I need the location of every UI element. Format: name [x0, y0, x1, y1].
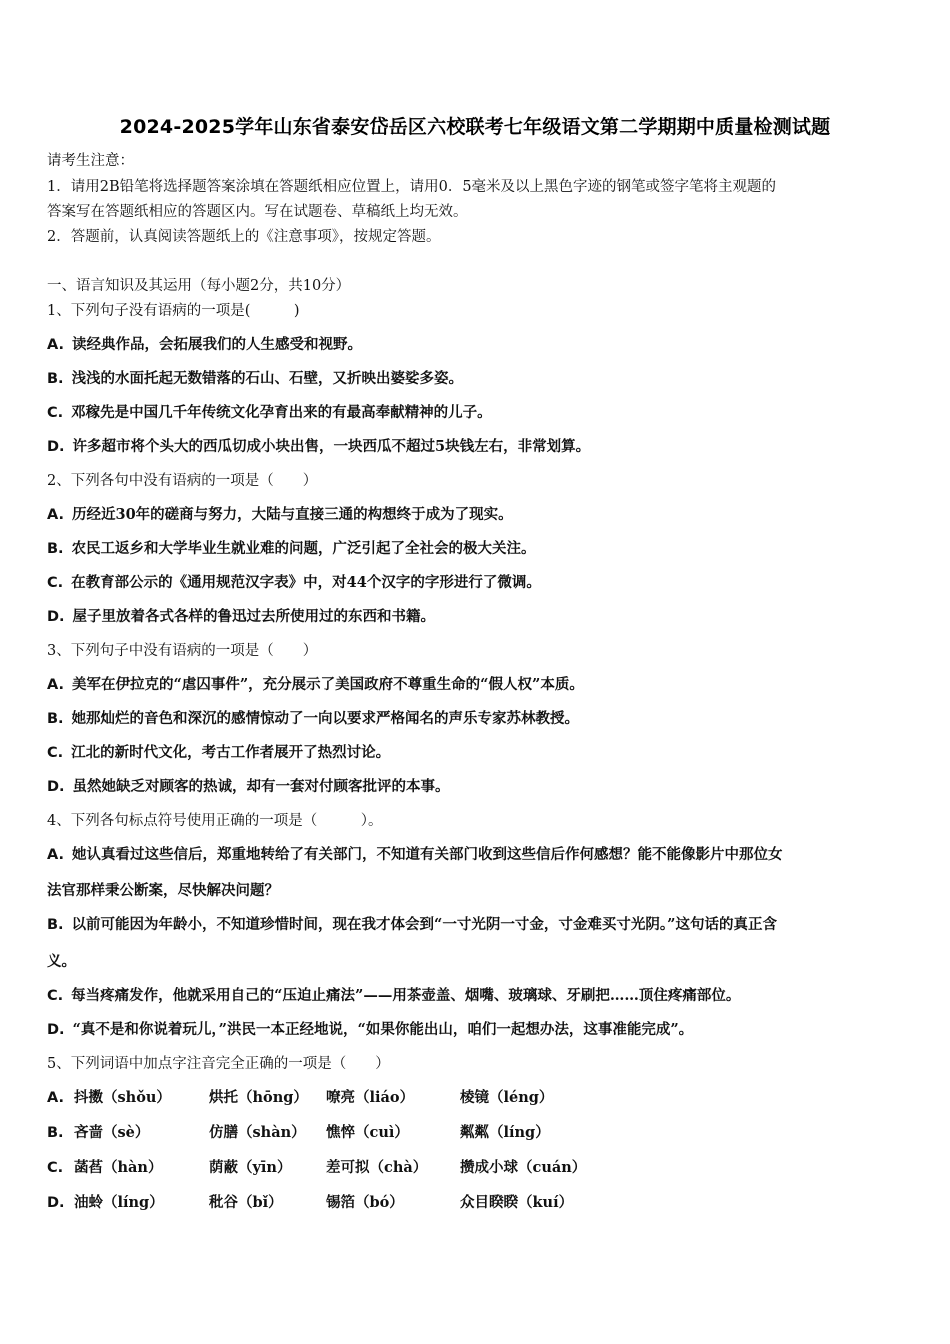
option-letter: B.	[47, 711, 64, 727]
pinyin-word: 秕谷（bǐ）	[209, 1194, 283, 1211]
option-d	[47, 1020, 693, 1040]
question-stem: 2、下列各句中没有语病的一项是（ ）	[47, 473, 318, 489]
pinyin-word: 油蛉（líng）	[74, 1194, 164, 1211]
option-text: 邓稼先是中国几千年传统文化孕育出来的有最高奉献精神的儿子。	[71, 404, 492, 421]
option-letter: B.	[47, 1125, 64, 1141]
pinyin-word: 众目睽睽（kuí）	[460, 1194, 574, 1211]
option-letter: A.	[47, 1090, 64, 1106]
option-b	[47, 539, 536, 559]
option-text: 浅浅的水面托起无数错落的石山、石壁，又折映出婆娑多姿。	[71, 370, 464, 387]
option-letter: B.	[47, 541, 64, 557]
option-letter: A.	[47, 337, 64, 353]
question-stem: 3、下列句子中没有语病的一项是（ ）	[47, 643, 318, 659]
option-text: “真不是和你说着玩儿，”洪民一本正经地说，“如果你能出山，咱们一起想办法，这事准能完成”。	[72, 1021, 694, 1038]
pinyin-word: 嘹亮（liáo）	[326, 1089, 415, 1106]
option-text: 虽然她缺乏对顾客的热诚，却有一套对付顾客批评的本事。	[72, 778, 450, 795]
pinyin-word: 菡萏（hàn）	[74, 1159, 163, 1176]
option-letter: A.	[47, 507, 64, 523]
option-letter: B.	[47, 371, 64, 387]
option-b-continued: 义。	[47, 953, 76, 970]
page-title: 2024-2025学年山东省泰安岱岳区六校联考七年级语文第二学期期中质量检测试题	[119, 116, 831, 138]
option-text: 读经典作品，会拓展我们的人生感受和视野。	[72, 336, 362, 353]
option-c	[47, 403, 492, 423]
option-a-continued: 法官那样秉公断案，尽快解决问题？	[47, 882, 279, 899]
pinyin-word: 差可拟（chà）	[326, 1159, 428, 1176]
option-text: 许多超市将个头大的西瓜切成小块出售，一块西瓜不超过5块钱左右，非常划算。	[72, 438, 591, 455]
option-letter: D.	[47, 609, 65, 625]
option-text: 每当疼痛发作，他就采用自己的“压迫止痛法”——用茶壶盖、烟嘴、玻璃球、牙刷把……顶住疼痛部位。	[71, 987, 741, 1004]
option-b	[47, 915, 777, 935]
option-letter: C.	[47, 1160, 64, 1176]
option-letter: C.	[47, 575, 64, 591]
option-text: 江北的新时代文化，考古工作者展开了热烈讨论。	[71, 744, 391, 761]
notice-line: 2．答题前，认真阅读答题纸上的《注意事项》，按规定答题。	[47, 229, 441, 245]
option-d	[47, 777, 450, 797]
option-text: 农民工返乡和大学毕业生就业难的问题，广泛引起了全社会的极大关注。	[71, 540, 536, 557]
option-a	[47, 335, 362, 355]
option-letter: C.	[47, 988, 64, 1004]
option-c	[47, 986, 740, 1006]
notice-heading: 请考生注意：	[47, 153, 134, 169]
option-text: 屋子里放着各式各样的鲁迅过去所使用过的东西和书籍。	[72, 608, 436, 625]
pinyin-word: 抖擞（shǒu）	[74, 1089, 171, 1106]
option-letter: C.	[47, 745, 64, 761]
notice-line: 1．请用2B铅笔将选择题答案涂填在答题纸相应位置上，请用0．5毫米及以上黑色字迹的钢笔或签字笔将主观题的	[47, 179, 777, 195]
option-letter: B.	[47, 917, 64, 933]
option-c	[47, 573, 541, 593]
pinyin-word: 吝啬（sè）	[74, 1124, 150, 1141]
notice-line: 答案写在答题纸相应的答题区内。写在试题卷、草稿纸上均无效。	[47, 204, 468, 220]
option-letter: D.	[47, 1195, 65, 1211]
option-a	[47, 845, 783, 865]
option-text: 以前可能因为年龄小，不知道珍惜时间，现在我才体会到“一寸光阴一寸金，寸金难买寸光阴。”这句话的真正含	[71, 916, 777, 933]
option-d	[47, 437, 590, 457]
option-letter: C.	[47, 405, 64, 421]
option-text: 她认真看过这些信后，郑重地转给了有关部门，不知道有关部门收到这些信后作何感想？能不能像影片中那位女	[72, 846, 783, 863]
pinyin-word: 攒成小球（cuán）	[460, 1159, 587, 1176]
option-a	[47, 675, 584, 695]
pinyin-word: 烘托（hōng）	[209, 1089, 308, 1106]
pinyin-word: 憔悴（cuì）	[326, 1124, 409, 1141]
option-text: 历经近30年的磋商与努力，大陆与直接三通的构想终于成为了现实。	[72, 506, 513, 523]
section-heading: 一、语言知识及其运用（每小题2分，共10分）	[47, 278, 351, 294]
option-text: 美军在伊拉克的“虐囚事件”，充分展示了美国政府不尊重生命的“假人权”本质。	[72, 676, 584, 693]
option-letter: A.	[47, 677, 64, 693]
pinyin-word: 棱镜（léng）	[460, 1089, 554, 1106]
question-stem: 5、下列词语中加点字注音完全正确的一项是（ ）	[47, 1056, 390, 1072]
option-c	[47, 743, 390, 763]
pinyin-word: 粼粼（líng）	[460, 1124, 550, 1141]
option-text: 她那灿烂的音色和深沉的感情惊动了一向以要求严格闻名的声乐专家苏林教授。	[71, 710, 580, 727]
option-letter: D.	[47, 439, 65, 455]
option-a	[47, 505, 513, 525]
question-stem: 4、下列各句标点符号使用正确的一项是（ ）。	[47, 813, 383, 829]
option-letter: D.	[47, 779, 65, 795]
option-text: 在教育部公示的《通用规范汉字表》中，对44个汉字的字形进行了微调。	[71, 574, 541, 591]
option-b	[47, 369, 463, 389]
option-d	[47, 607, 435, 627]
pinyin-word: 锡箔（bó）	[326, 1194, 404, 1211]
option-b	[47, 709, 579, 729]
question-stem: 1、下列句子没有语病的一项是( )	[47, 303, 300, 319]
pinyin-word: 仿膳（shàn）	[209, 1124, 306, 1141]
pinyin-word: 荫蔽（yīn）	[209, 1159, 292, 1176]
option-letter: A.	[47, 847, 64, 863]
option-letter: D.	[47, 1022, 65, 1038]
